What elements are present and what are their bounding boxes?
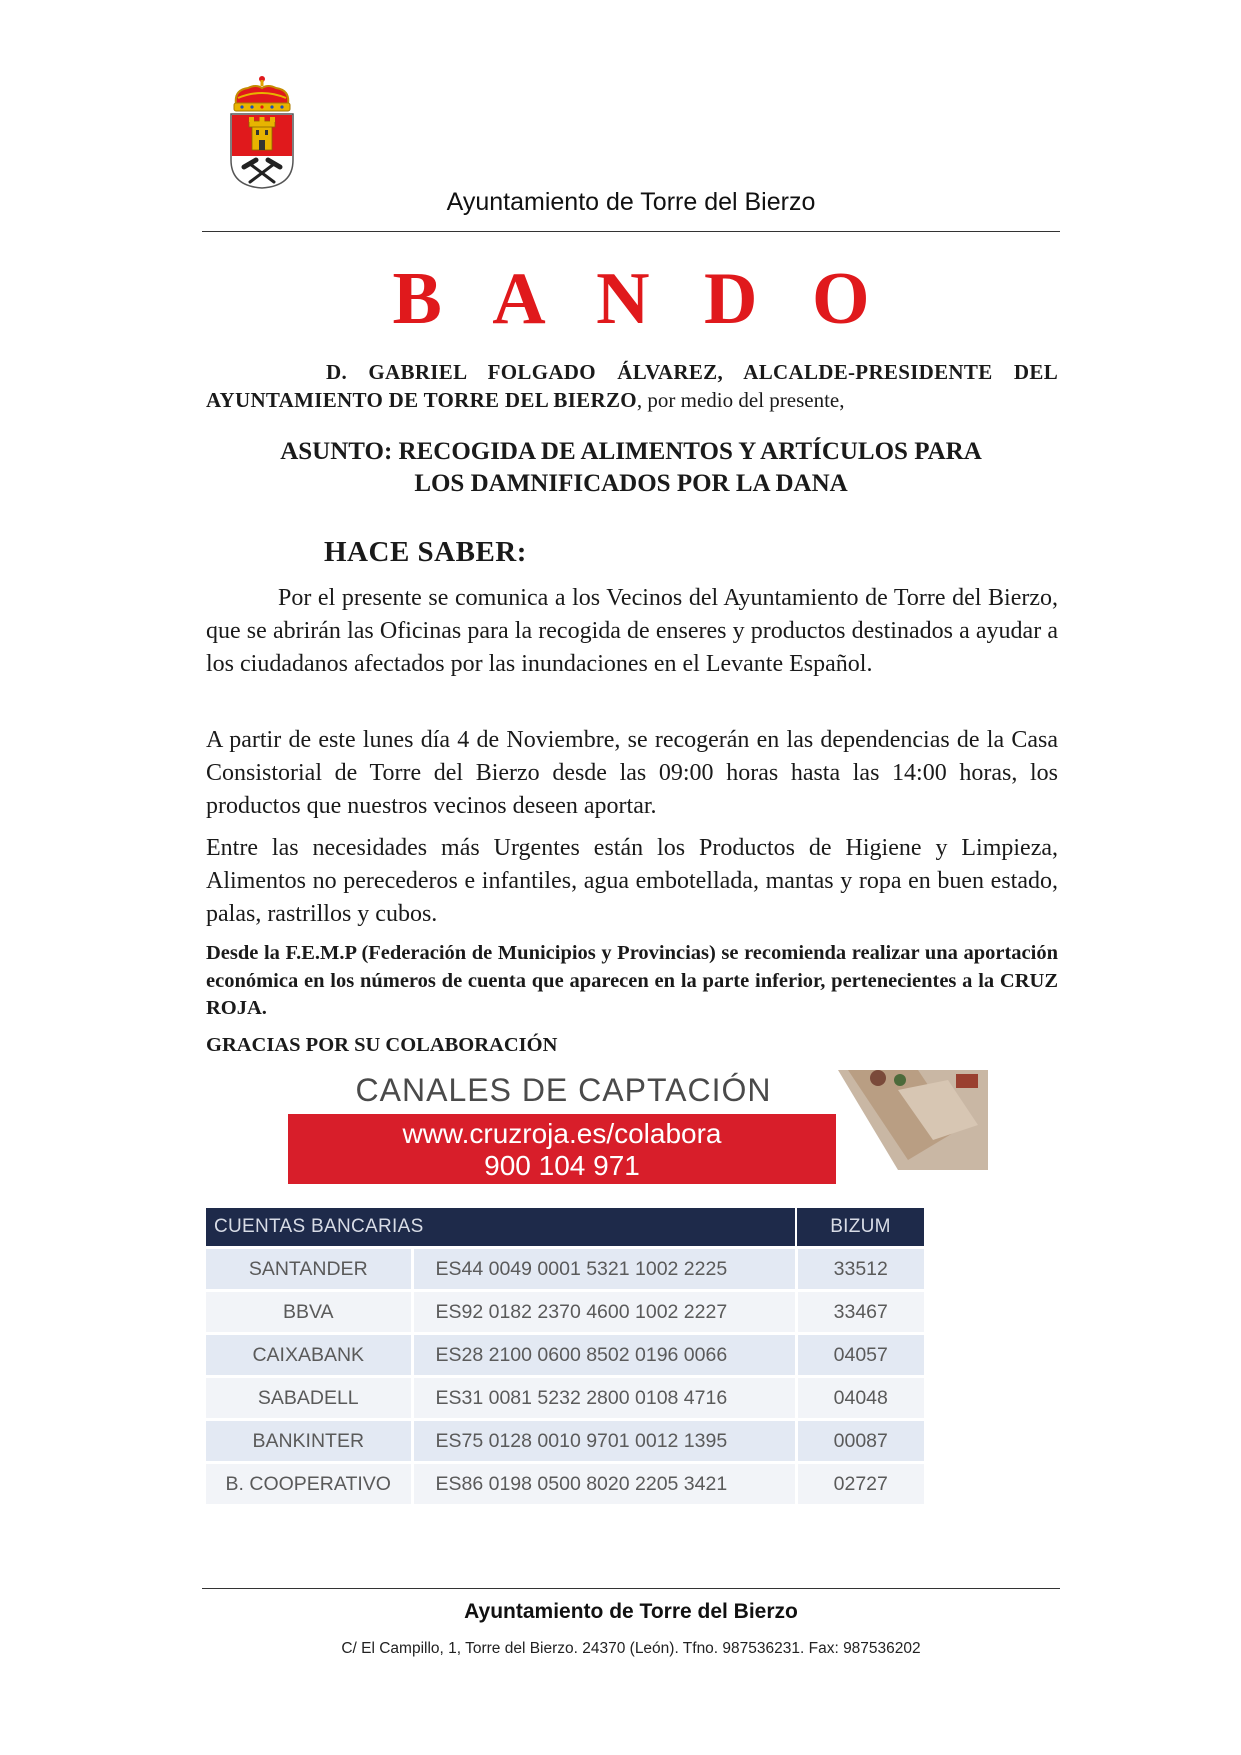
bizum-code: 04048 [796,1377,924,1420]
donation-url: www.cruzroja.es/colabora [402,1118,722,1149]
iban: ES75 0128 0010 9701 0012 1395 [412,1420,796,1463]
donation-channels-banner [286,1070,988,1186]
table-header-row [206,1208,924,1248]
paragraph-3: Entre las necesidades más Urgentes están los Productos de Higiene y Limpieza, Alimentos no perecederos e infantiles, agua embotellada, mantas y ropa en buen estado, palas, rastrillos y cubos. [206,835,1058,927]
iban: ES92 0182 2370 4600 1002 2227 [412,1291,796,1334]
bizum-code: 04057 [796,1334,924,1377]
footer-divider [202,1588,1060,1589]
femp-recommendation: Desde la F.E.M.P (Federación de Municipios y Provincias) se recomienda realizar una aportación económica en los números de cuenta que aparecen en la parte inferior, pertenecientes a la CRUZ ROJA. [206,942,1058,1019]
table-row [206,1420,924,1463]
paragraph-2: A partir de este lunes día 4 de Noviembre, se recogerán en las dependencias de la Casa Consistorial de Torre del Bierzo desde las 09:00 horas hasta las 14:00 horas, los productos que nuestros vecinos deseen aportar. [206,727,1058,819]
document-heading: B A N D O [392,258,888,340]
bizum-code: 33467 [796,1291,924,1334]
thanks-line: GRACIAS POR SU COLABORACIÓN [206,1034,558,1056]
header-bizum: BIZUM [796,1208,924,1248]
crown-icon [234,76,290,111]
mayor-statement-rest: , por medio del presente, [636,388,845,412]
bank-name: SABADELL [206,1377,412,1420]
bank-name: BANKINTER [206,1420,412,1463]
table-row [206,1291,924,1334]
iban: ES31 0081 5232 2800 0108 4716 [412,1377,796,1420]
iban: ES86 0198 0500 8020 2205 3421 [412,1463,796,1505]
subject-block [202,436,1060,500]
municipal-crest-logo [228,74,296,190]
header-title: Ayuntamiento de Torre del Bierzo [446,188,816,216]
iban: ES28 2100 0600 8502 0196 0066 [412,1334,796,1377]
bizum-code: 00087 [796,1420,924,1463]
table-row [206,1463,924,1505]
header-divider [202,231,1060,232]
table-row [206,1334,924,1377]
tower-icon [249,117,275,150]
subject-line-2: LOS DAMNIFICADOS POR LA DANA [414,470,848,497]
bizum-code: 33512 [796,1248,924,1291]
table-row [206,1248,924,1291]
donation-boxes-photo [838,1070,988,1170]
mayor-statement [206,358,1058,414]
bank-accounts-table [206,1208,924,1504]
bizum-code: 02727 [796,1463,924,1505]
donation-phone: 900 104 971 [484,1150,640,1181]
paragraph-1-text: Por el presente se comunica a los Vecinos del Ayuntamiento de Torre del Bierzo, que se abrirán las Oficinas para la recogida de enseres y productos destinados a ayudar a los ciudadanos afectados por las inundaciones en el Levante Español. [206,585,1058,677]
bank-name: BBVA [206,1291,412,1334]
hace-saber-heading: HACE SABER: [324,536,527,568]
footer-address: C/ El Campillo, 1, Torre del Bierzo. 24370 (León). Tfno. 987536231. Fax: 987536202 [341,1640,921,1657]
channels-red-box [288,1114,836,1184]
table-row [206,1377,924,1420]
iban: ES44 0049 0001 5321 1002 2225 [412,1248,796,1291]
bank-name: SANTANDER [206,1248,412,1291]
header-bank-accounts: CUENTAS BANCARIAS [206,1208,796,1248]
mayor-name-title: D. GABRIEL FOLGADO ÁLVAREZ, ALCALDE-PRESIDENTE DEL AYUNTAMIENTO DE TORRE DEL BIERZO [206,360,1058,412]
channels-title: CANALES DE CAPTACIÓN [355,1072,772,1108]
bank-name: CAIXABANK [206,1334,412,1377]
bank-name: B. COOPERATIVO [206,1463,412,1505]
paragraph-1 [206,582,1058,681]
footer-title: Ayuntamiento de Torre del Bierzo [464,1600,798,1623]
subject-line-1: ASUNTO: RECOGIDA DE ALIMENTOS Y ARTÍCULOS PARA [280,438,982,465]
